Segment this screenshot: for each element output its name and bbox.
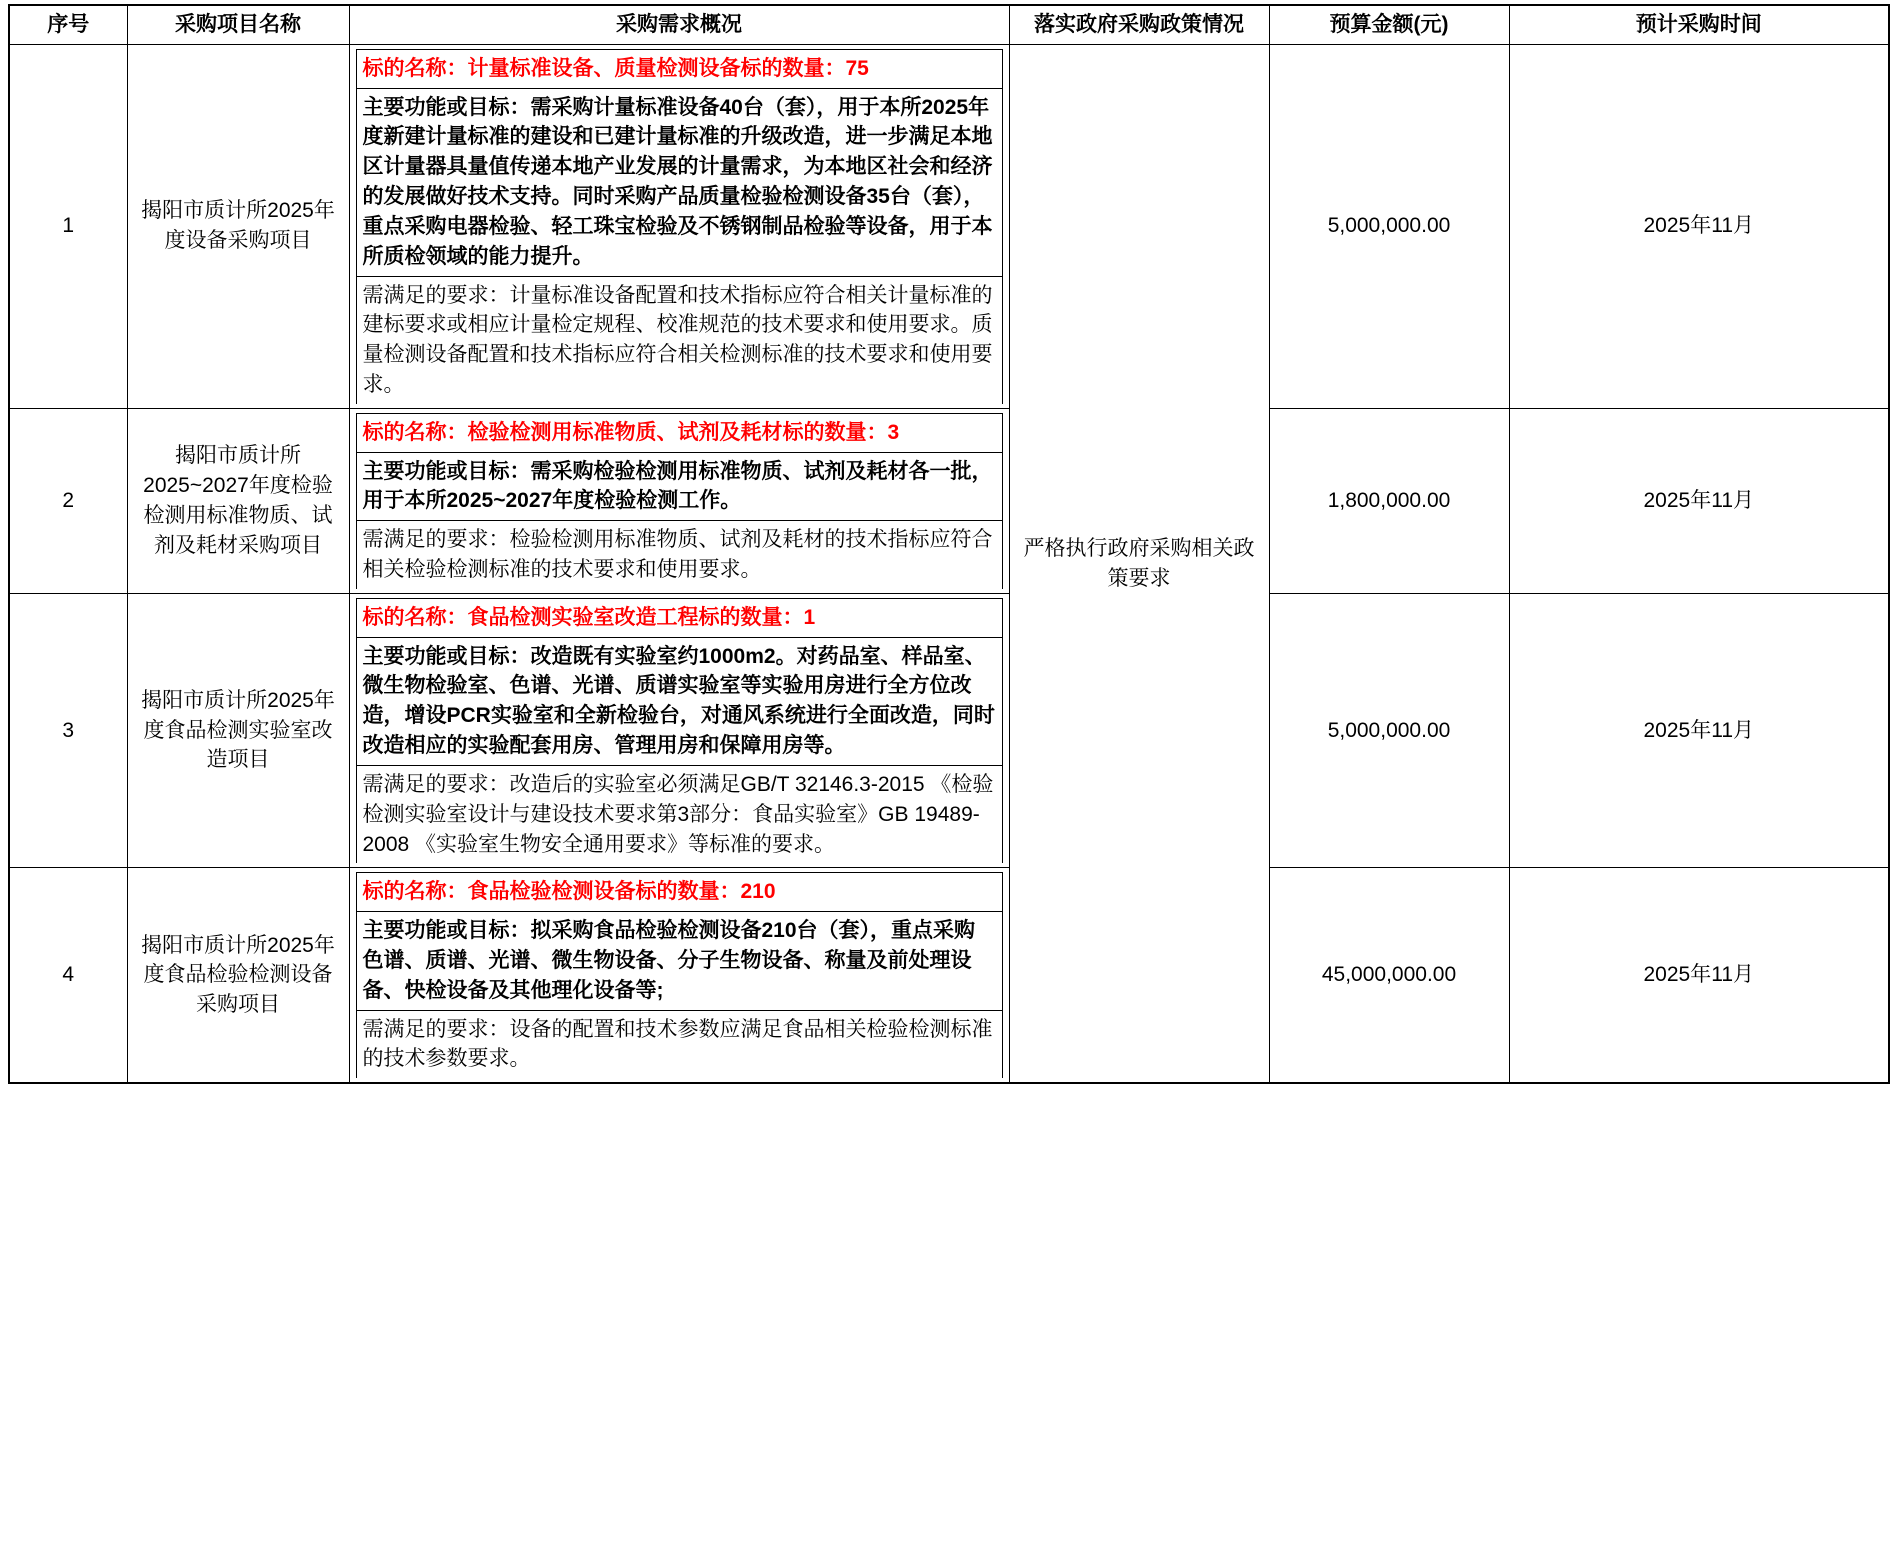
requirement-conditions: 需满足的要求：检验检测用标准物质、试剂及耗材的技术指标应符合相关检验检测标准的技术要求和使用要求。: [356, 521, 1002, 589]
row-budget: 5,000,000.00: [1269, 593, 1509, 868]
row-policy: 严格执行政府采购相关政策要求: [1009, 44, 1269, 1083]
requirement-title: 标的名称：检验检测用标准物质、试剂及耗材标的数量：3: [356, 413, 1002, 452]
requirement-title: 标的名称：计量标准设备、质量检测设备标的数量：75: [356, 49, 1002, 88]
row-requirement: [349, 868, 1009, 1083]
requirement-function: 主要功能或目标：拟采购食品检验检测设备210台（套），重点采购色谱、质谱、光谱、微生物设备、分子生物设备、称量及前处理设备、快检设备及其他理化设备等;: [356, 912, 1002, 1010]
row-requirement: [349, 593, 1009, 868]
row-index: 3: [9, 593, 127, 868]
row-project-name: 揭阳市质计所2025~2027年度检验检测用标准物质、试剂及耗材采购项目: [127, 408, 349, 593]
row-budget: 1,800,000.00: [1269, 408, 1509, 593]
row-index: 1: [9, 44, 127, 408]
row-project-name: 揭阳市质计所2025年度食品检验检测设备采购项目: [127, 868, 349, 1083]
table-row: [9, 44, 1889, 408]
requirement-conditions: 需满足的要求：改造后的实验室必须满足GB/T 32146.3-2015 《检验检测实验室设计与建设技术要求第3部分：食品实验室》GB 19489-2008 《实验室生物安全通用要求》等标准的要求。: [356, 765, 1002, 863]
requirement-title: 标的名称：食品检测实验室改造工程标的数量：1: [356, 598, 1002, 637]
requirement-title: 标的名称：食品检验检测设备标的数量：210: [356, 873, 1002, 912]
requirement-conditions: 需满足的要求：设备的配置和技术参数应满足食品相关检验检测标准的技术参数要求。: [356, 1010, 1002, 1078]
requirement-function: 主要功能或目标：需采购计量标准设备40台（套），用于本所2025年度新建计量标准的建设和已建计量标准的升级改造，进一步满足本地区计量器具量值传递本地产业发展的计量需求，为本地区社会和经济的发展做好技术支持。同时采购产品质量检验检测设备35台（套），重点采购电器检验、轻工珠宝检验及不锈钢制品检验等设备，用于本所质检领域的能力提升。: [356, 88, 1002, 276]
column-header-index: 序号: [9, 5, 127, 44]
table-row: [9, 593, 1889, 868]
column-header-policy: 落实政府采购政策情况: [1009, 5, 1269, 44]
column-header-requirement: 采购需求概况: [349, 5, 1009, 44]
row-project-name: 揭阳市质计所2025年度设备采购项目: [127, 44, 349, 408]
row-requirement: [349, 408, 1009, 593]
table-row: [9, 408, 1889, 593]
requirement-conditions: 需满足的要求：计量标准设备配置和技术指标应符合相关计量标准的建标要求或相应计量检定规程、校准规范的技术要求和使用要求。质量检测设备配置和技术指标应符合相关检测标准的技术要求和使用要求。: [356, 276, 1002, 404]
procurement-table: [8, 4, 1890, 1084]
table-row: [9, 868, 1889, 1083]
requirement-function: 主要功能或目标：需采购检验检测用标准物质、试剂及耗材各一批，用于本所2025~2027年度检验检测工作。: [356, 452, 1002, 521]
column-header-time: 预计采购时间: [1509, 5, 1889, 44]
column-header-project-name: 采购项目名称: [127, 5, 349, 44]
column-header-budget: 预算金额(元): [1269, 5, 1509, 44]
row-project-name: 揭阳市质计所2025年度食品检测实验室改造项目: [127, 593, 349, 868]
row-budget: 5,000,000.00: [1269, 44, 1509, 408]
row-time: 2025年11月: [1509, 868, 1889, 1083]
row-index: 2: [9, 408, 127, 593]
table-header-row: [9, 5, 1889, 44]
row-time: 2025年11月: [1509, 44, 1889, 408]
row-requirement: [349, 44, 1009, 408]
row-index: 4: [9, 868, 127, 1083]
row-time: 2025年11月: [1509, 593, 1889, 868]
requirement-function: 主要功能或目标：改造既有实验室约1000m2。对药品室、样品室、微生物检验室、色谱、光谱、质谱实验室等实验用房进行全方位改造，增设PCR实验室和全新检验台，对通风系统进行全面改造，同时改造相应的实验配套用房、管理用房和保障用房等。: [356, 637, 1002, 765]
row-budget: 45,000,000.00: [1269, 868, 1509, 1083]
row-time: 2025年11月: [1509, 408, 1889, 593]
